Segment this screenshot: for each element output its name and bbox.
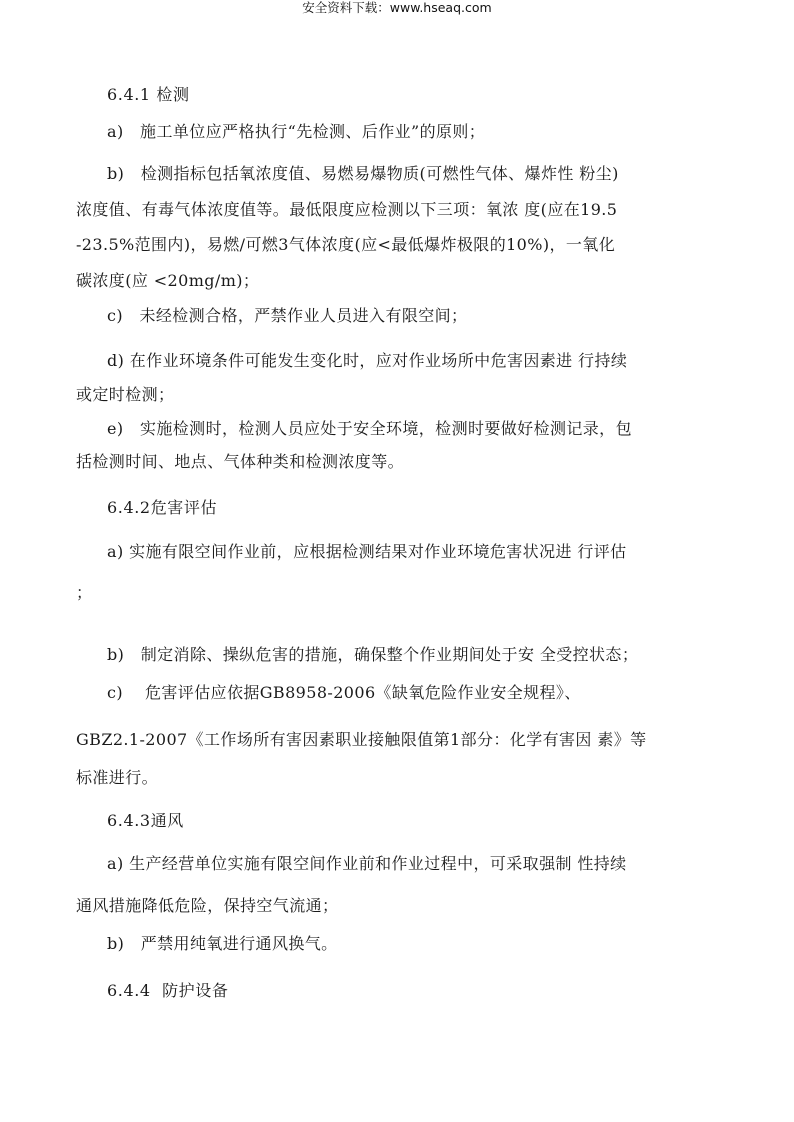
- section-heading-6-4-2: 6.4.2危害评估: [107, 498, 218, 517]
- site-header-watermark: 安全资料下载：www.hseaq.com: [302, 0, 492, 15]
- paragraph-line: c) 未经检测合格，严禁作业人员进入有限空间；: [107, 306, 468, 325]
- paragraph-line: c) 危害评估应依据GB8958-2006《缺氧危险作业安全规程》、: [107, 683, 581, 702]
- paragraph-line: e) 实施检测时，检测人员应处于安全环境，检测时要做好检测记录，包: [107, 419, 632, 438]
- paragraph-line: b) 制定消除、操纵危害的措施，确保整个作业期间处于安 全受控状态；: [107, 645, 639, 664]
- section-heading-6-4-1: 6.4.1 检测: [107, 85, 190, 104]
- paragraph-line: a) 生产经营单位实施有限空间作业前和作业过程中，可采取强制 性持续: [107, 854, 627, 873]
- paragraph-line: 碳浓度(应 <20mg/m)；: [76, 271, 260, 290]
- paragraph-line: -23.5%范围内)，易燃/可燃3气体浓度(应<最低爆炸极限的10%)，一氧化: [76, 235, 616, 254]
- paragraph-line: GBZ2.1-2007《工作场所有害因素职业接触限值第1部分：化学有害因 素》等: [76, 730, 647, 749]
- paragraph-line: 浓度值、有毒气体浓度值等。最低限度应检测以下三项：氧浓 度(应在19.5: [76, 200, 618, 219]
- paragraph-line: 括检测时间、地点、气体种类和检测浓度等。: [76, 452, 405, 471]
- paragraph-line: b) 检测指标包括氧浓度值、易燃易爆物质(可燃性气体、爆炸性 粉尘): [107, 164, 619, 183]
- paragraph-line: b) 严禁用纯氧进行通风换气。: [107, 934, 338, 953]
- paragraph-line: 通风措施降低危险，保持空气流通；: [76, 896, 339, 915]
- paragraph-line: ；: [76, 583, 93, 602]
- paragraph-line: 标准进行。: [76, 768, 159, 787]
- paragraph-line: 或定时检测；: [76, 385, 175, 404]
- section-heading-6-4-4: 6.4.4 防护设备: [107, 981, 229, 1000]
- paragraph-line: a) 实施有限空间作业前，应根据检测结果对作业环境危害状况进 行评估: [107, 542, 627, 561]
- paragraph-line: d) 在作业环境条件可能发生变化时，应对作业场所中危害因素进 行持续: [107, 351, 628, 370]
- section-heading-6-4-3: 6.4.3通风: [107, 811, 184, 830]
- paragraph-line: a) 施工单位应严格执行“先检测、后作业”的原则；: [107, 122, 486, 141]
